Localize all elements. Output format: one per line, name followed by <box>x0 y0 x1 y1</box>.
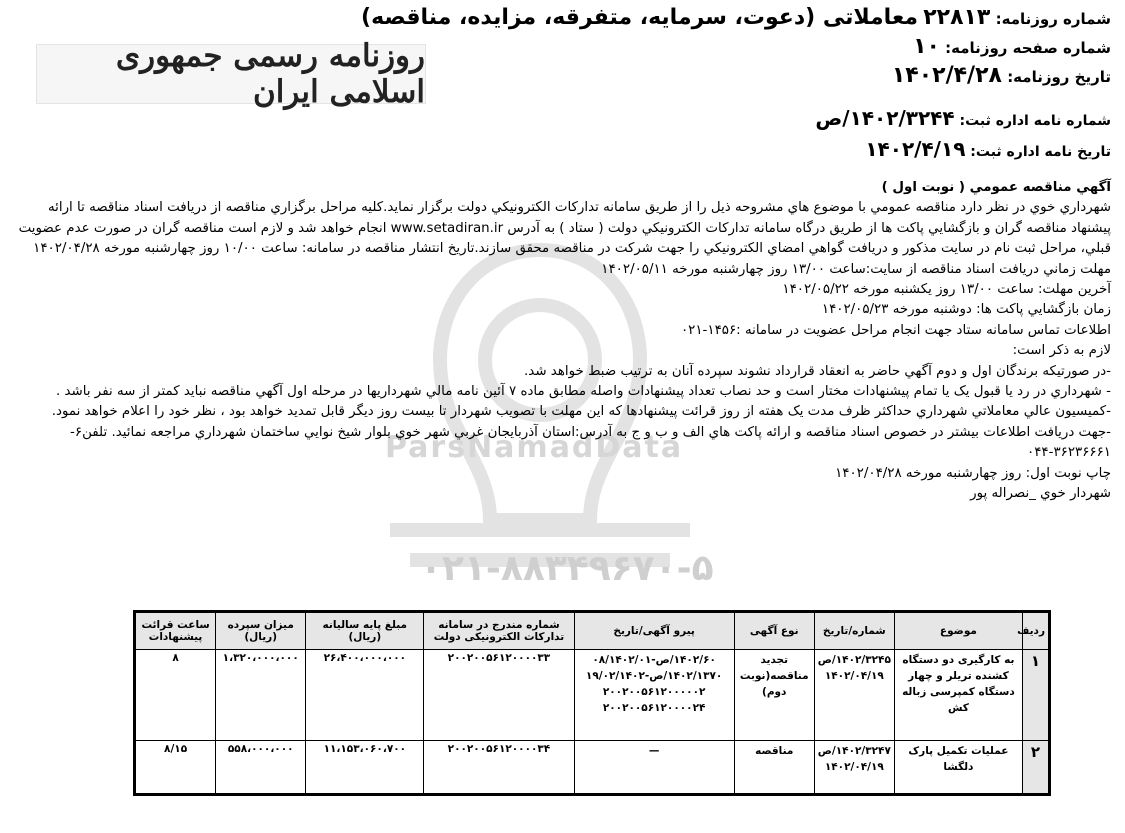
issue-number: ۲۲۸۱۳ <box>923 5 991 30</box>
watermark-site: ParsNamadData <box>385 430 684 465</box>
header-type: نوع آگهی <box>734 613 814 650</box>
date-value: ۱۴۰۲/۴/۲۸ <box>891 63 1002 88</box>
notice-last-deadline: آخرين مهلت: ساعت ۱۳/۰۰ روز يكشنبه مورخه ۱۴۰۲/۰۵/۲۲ <box>782 282 1111 298</box>
logo-text: روزنامه رسمی جمهوری اسلامی ایران <box>115 38 425 110</box>
cell-setad-no: ۲۰۰۲۰۰۵۶۱۲۰۰۰۰۳۴ <box>424 740 574 793</box>
issue-label: شماره روزنامه: <box>995 10 1111 28</box>
header-subject: موضوع <box>894 613 1022 650</box>
header-reading-time: ساعت قرائت پیشنهادات <box>136 613 216 650</box>
cell-type: مناقصه <box>734 740 814 793</box>
header-followup: پیرو آگهی/تاریخ <box>574 613 734 650</box>
cell-reading-time: ۸ <box>136 650 216 741</box>
tender-table <box>133 610 1051 796</box>
table-row <box>136 650 1049 741</box>
cell-base-amount: ۲۶،۴۰۰،۰۰۰،۰۰۰ <box>306 650 424 741</box>
cell-followup: ۱۴۰۲/۶۰/ص-۰۸/۱۴۰۲/۰۱ ۱۴۰۲/۱۳۷۰/ص-۱۹/۰۲/۱۴۰۲ ۲۰۰۲۰۰۵۶۱۲۰۰۰۰۰۲ ۲۰۰۲۰۰۵۶۱۲۰۰۰۰۲۴ <box>574 650 734 741</box>
header-setad-no: شماره مندرج در سامانه تدارکات الکترونیکی دولت <box>424 613 574 650</box>
notice-bullet-4: -جهت دريافت اطلاعات بيشتر در خصوص اسناد مناقصه و ارائه پاكت هاي الف و ب و ج به آدرس:استان آذربايجان غربي شهر خوي بلوار شيخ نوايي ساختمان شهرداري مراجعه نمائيد. تلفن۶- ۳۶۲۳۶۶۶۱-۰۴۴ <box>70 424 1111 461</box>
newspaper-logo <box>36 38 426 110</box>
notice-contact: اطلاعات تماس سامانه ستاد جهت انجام مراحل عضويت در سامانه :۱۴۵۶-۰۲۱ <box>680 322 1111 338</box>
notice-signature: شهردار خوي _نصراله پور <box>970 486 1111 502</box>
notice-deadline-docs: مهلت زماني دريافت اسناد مناقصه از سايت:ساعت ۱۳/۰۰ روز چهارشنبه مورخه ۱۴۰۲/۰۵/۱۱ <box>601 261 1111 277</box>
cell-row-no: ۲ <box>1022 740 1048 793</box>
header-base-amount: مبلغ پایه سالیانه (ریال) <box>306 613 424 650</box>
cell-base-amount: ۱۱،۱۵۳،۰۶۰،۷۰۰ <box>306 740 424 793</box>
header-number-date: شماره/تاریخ <box>814 613 894 650</box>
watermark-phone: ۰۲۱-۸۸۳۴۹۶۷۰-۵ <box>420 548 714 589</box>
cell-subject: عملیات تکمیل پارک دلگشا <box>894 740 1022 793</box>
page-label: شماره صفحه روزنامه: <box>945 39 1111 57</box>
header-deposit: میزان سپرده (ریال) <box>216 613 306 650</box>
notice-note: لازم به ذكر است: <box>1012 343 1111 359</box>
letter-date-line <box>815 135 1111 166</box>
letter-label: شماره نامه اداره ثبت: <box>959 113 1111 129</box>
notice-bullet-1: -در صورتيكه برندگان اول و دوم آگهي حاضر به انعقاد قرارداد نشوند سپرده آنان به ترتيب ضبط خواهد شد. <box>524 363 1111 379</box>
cell-deposit: ۱،۳۲۰،۰۰۰،۰۰۰ <box>216 650 306 741</box>
table-header-row <box>136 613 1049 650</box>
letter-date-label: تاریخ نامه اداره ثبت: <box>970 144 1111 160</box>
page-number: ۱۰ <box>913 34 940 59</box>
notice-intro: شهرداري خوي در نظر دارد مناقصه عمومي با موضوع هاي مشروحه ذيل را از طريق سامانه تداركات الكترونيكي دولت برگزار نمايد.كليه مراحل برگزاري مناقصه از دريافت اسناد مناقصه تا ارائه پيشنهاد مناقصه گران و بازگشايي پاكت ها از طريق درگاه سامانه تداركات الكترونيكي دولت ( ستاد ) به آدرس www.setadiran.ir انجام خواهد شد و لازم است مناقصه گران در صورت عدم عضويت قبلي، مراحل ثبت نام در سايت مذكور و دريافت گواهي امضاي الكترونيكي را جهت شركت در مناقصه محقق سازند.تاريخ انتشار مناقصه در سامانه: ساعت ۱۰/۰۰ روز چهارشنبه مورخه ۱۴۰۲/۰۴/۲۸ <box>18 200 1111 257</box>
cell-type: تجدید مناقصه(نوبت دوم) <box>734 650 814 741</box>
notice-bullet-2: - شهرداري در رد يا قبول يک يا تمام پيشنهادات مختار است و حد نصاب تعداد پيشنهادات واصله مطابق ماده ۷ آئين نامه مالي شهرداريها در مرحله اول آگهي مناقصه نبايد كمتر از سه نفر باشد . <box>55 384 1111 400</box>
table-row <box>136 740 1049 793</box>
registration-info <box>815 104 1111 166</box>
cell-row-no: ۱ <box>1022 650 1048 741</box>
cell-followup: — <box>574 740 734 793</box>
notice-opening: زمان بازگشايي پاكت ها: دوشنبه مورخه ۱۴۰۲/۰۵/۲۳ <box>821 302 1111 318</box>
notice-bullet-3: -كميسيون عالي معاملاتي شهرداري حداكثر ظرف مدت يک هفته از روز قرائت پيشنهادها كه اين مهلت با تصويب شهردار تا بيست روز ديگر قابل تمديد خواهد بود ، نظر خود را اعلام خواهد نمود. <box>51 404 1111 420</box>
cell-deposit: ۵۵۸،۰۰۰،۰۰۰ <box>216 740 306 793</box>
date-label: تاریخ روزنامه: <box>1007 68 1111 86</box>
cell-setad-no: ۲۰۰۲۰۰۵۶۱۲۰۰۰۰۳۳ <box>424 650 574 741</box>
notice-print: چاپ نوبت اول: روز چهارشنبه مورخه ۱۴۰۲/۰۴/۲۸ <box>835 465 1111 481</box>
cell-reading-time: ۸/۱۵ <box>136 740 216 793</box>
header-row-no: ردیف <box>1022 613 1048 650</box>
cell-subject: به کارگیری دو دستگاه کشنده تریلر و چهار دستگاه کمپرسی زباله کش <box>894 650 1022 741</box>
cell-number-date: ۱۴۰۲/۳۲۴۷/ص ۱۴۰۲/۰۴/۱۹ <box>814 740 894 793</box>
letter-value: ۱۴۰۲/۳۲۴۴/ص <box>815 106 955 130</box>
cell-number-date: ۱۴۰۲/۳۲۴۵/ص ۱۴۰۲/۰۴/۱۹ <box>814 650 894 741</box>
letter-date-value: ۱۴۰۲/۴/۱۹ <box>865 137 966 161</box>
letter-line <box>815 104 1111 135</box>
issue-line <box>231 4 1111 33</box>
issue-title: معاملاتی (دعوت، سرمایه، متفرقه، مزایده، مناقصه) <box>361 5 918 30</box>
notice-body <box>11 178 1111 505</box>
notice-title: آگهي مناقصه عمومي ( نوبت اول ) <box>881 180 1111 195</box>
